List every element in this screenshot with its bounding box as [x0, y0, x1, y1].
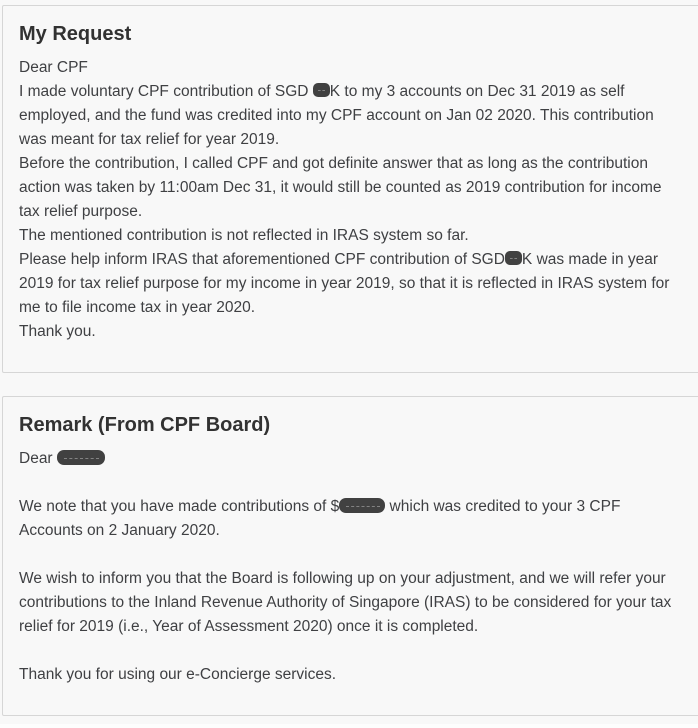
- my-request-title: My Request: [19, 23, 132, 45]
- remark-title: Remark (From CPF Board): [19, 414, 271, 436]
- remark-paragraph-1-text-after: which was credited to your 3 CPF Accounts on 2 January 2020.: [19, 498, 621, 539]
- my-request-body: [19, 56, 683, 344]
- my-request-card: [2, 5, 698, 373]
- request-sentence-4: [19, 248, 683, 320]
- request-sentence-3: The mentioned contribution is not reflected in IRAS system so far.: [19, 227, 469, 244]
- redacted-amount-1: [313, 83, 330, 97]
- request-salutation: Dear CPF: [19, 59, 88, 76]
- remark-paragraph-1: [19, 495, 683, 543]
- remark-paragraph-2: We wish to inform you that the Board is following up on your adjustment, and we will refer your contributions to the Inland Revenue Authority of Singapore (IRAS) to be considered for your tax relief for 2019 (i.e., Year of Assessment 2020) once it is completed.: [19, 570, 672, 635]
- remark-salutation-text: Dear: [19, 450, 57, 467]
- request-sentence-2: Before the contribution, I called CPF and got definite answer that as long as the contribution action was taken by 11:00am Dec 31, it would still be counted as 2019 contribution for income tax relief purpose.: [19, 155, 662, 220]
- redacted-name: [57, 450, 105, 465]
- request-sentence-4-text-before: Please help inform IRAS that aforementioned CPF contribution of SGD: [19, 251, 505, 268]
- request-sentence-4-text-after: K was made in year 2019 for tax relief purpose for my income in year 2019, so that it is reflected in IRAS system for me to file income tax in year 2020.: [19, 251, 670, 316]
- request-sentence-1-text-after: K to my 3 accounts on Dec 31 2019 as self employed, and the fund was credited into my CPF account on Jan 02 2020. This contribution was meant for tax relief for year 2019.: [19, 83, 654, 148]
- redacted-amount-2: [505, 251, 522, 265]
- redacted-money-amount: [339, 498, 385, 513]
- remark-closing: Thank you for using our e-Concierge services.: [19, 666, 337, 683]
- remark-paragraph-1-text-before: We note that you have made contributions of $: [19, 498, 340, 515]
- remark-card: [2, 396, 698, 716]
- request-sentence-1: [19, 80, 683, 152]
- request-sentence-1-text-before: I made voluntary CPF contribution of SGD: [19, 83, 313, 100]
- request-closing: Thank you.: [19, 323, 96, 340]
- remark-salutation: [19, 447, 683, 471]
- page-bottom-strip: [0, 724, 698, 728]
- remark-body: [19, 447, 683, 687]
